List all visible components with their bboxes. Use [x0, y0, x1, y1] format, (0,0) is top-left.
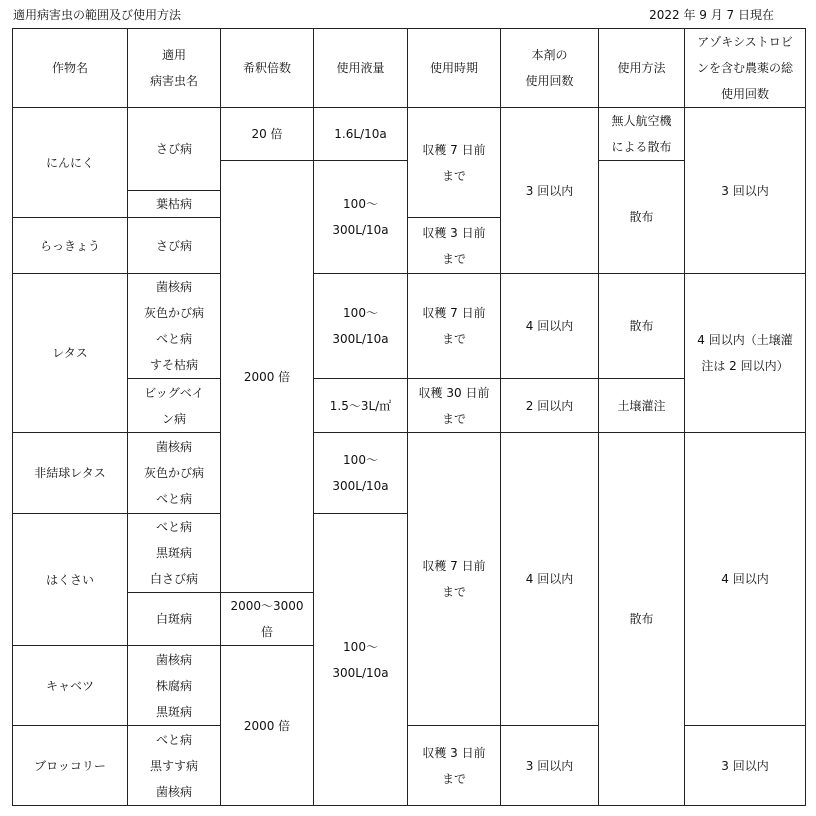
- count-cell: 3 回以内: [501, 108, 599, 274]
- total-count-cell: 4 回以内: [685, 433, 806, 726]
- dilution-cell: 2000 倍: [221, 161, 314, 593]
- pest-cell: ビッグベイ ン病: [128, 379, 221, 433]
- usage-table: [12, 28, 806, 806]
- volume-cell: 1.5〜3L/㎡: [314, 379, 408, 433]
- volume-cell: 100〜 300L/10a: [314, 514, 408, 806]
- volume-cell: 100〜 300L/10a: [314, 161, 408, 274]
- timing-cell: 収穫 3 日前 まで: [408, 218, 501, 274]
- count-cell: 2 回以内: [501, 379, 599, 433]
- header-cell: アゾキシストロビ ンを含む農薬の総 使用回数: [685, 29, 806, 108]
- header-cell: 使用液量: [314, 29, 408, 108]
- pest-cell: 白斑病: [128, 593, 221, 646]
- total-count-cell: 3 回以内: [685, 726, 806, 806]
- crop-cell: ブロッコリー: [13, 726, 128, 806]
- pest-cell: 菌核病 株腐病 黒斑病: [128, 646, 221, 726]
- pest-cell: 菌核病 灰色かび病 べと病 すそ枯病: [128, 274, 221, 379]
- dilution-cell: 20 倍: [221, 108, 314, 161]
- table-row: [13, 726, 806, 806]
- header-cell: 作物名: [13, 29, 128, 108]
- crop-cell: はくさい: [13, 514, 128, 646]
- header-cell: 使用方法: [599, 29, 685, 108]
- timing-cell: 収穫 7 日前 まで: [408, 433, 501, 726]
- pest-cell: さび病: [128, 218, 221, 274]
- method-cell: 散布: [599, 433, 685, 806]
- timing-cell: 収穫 7 日前 まで: [408, 108, 501, 218]
- total-count-cell: 4 回以内（土壌灌 注は 2 回以内）: [685, 274, 806, 433]
- header-row: [13, 29, 806, 108]
- pest-cell: 菌核病 灰色かび病 べと病: [128, 433, 221, 514]
- method-cell: 散布: [599, 274, 685, 379]
- as-of-date: 2022 年 9 月 7 日現在: [649, 8, 774, 22]
- method-cell: 無人航空機 による散布: [599, 108, 685, 161]
- method-cell: 散布: [599, 161, 685, 274]
- crop-cell: にんにく: [13, 108, 128, 218]
- timing-cell: 収穫 7 日前 まで: [408, 274, 501, 379]
- header-cell: 使用時期: [408, 29, 501, 108]
- count-cell: 3 回以内: [501, 726, 599, 806]
- header-cell: 希釈倍数: [221, 29, 314, 108]
- header-cell: 本剤の 使用回数: [501, 29, 599, 108]
- header-cell: 適用 病害虫名: [128, 29, 221, 108]
- dilution-cell: 2000 倍: [221, 646, 314, 806]
- crop-cell: 非結球レタス: [13, 433, 128, 514]
- total-count-cell: 3 回以内: [685, 108, 806, 274]
- pest-cell: べと病 黒斑病 白さび病: [128, 514, 221, 593]
- timing-cell: 収穫 30 日前 まで: [408, 379, 501, 433]
- count-cell: 4 回以内: [501, 274, 599, 379]
- crop-cell: レタス: [13, 274, 128, 433]
- volume-cell: 100〜 300L/10a: [314, 274, 408, 379]
- table-row: [13, 274, 806, 379]
- dilution-cell: 2000〜3000 倍: [221, 593, 314, 646]
- crop-cell: キャベツ: [13, 646, 128, 726]
- crop-cell: らっきょう: [13, 218, 128, 274]
- pest-cell: べと病 黒すす病 菌核病: [128, 726, 221, 806]
- pest-cell: さび病: [128, 108, 221, 191]
- volume-cell: 100〜 300L/10a: [314, 433, 408, 514]
- table-row: [13, 108, 806, 161]
- pest-cell: 葉枯病: [128, 191, 221, 218]
- method-cell: 土壌灌注: [599, 379, 685, 433]
- volume-cell: 1.6L/10a: [314, 108, 408, 161]
- document-title: 適用病害虫の範囲及び使用方法: [13, 8, 182, 22]
- timing-cell: 収穫 3 日前 まで: [408, 726, 501, 806]
- table-row: [13, 433, 806, 514]
- count-cell: 4 回以内: [501, 433, 599, 726]
